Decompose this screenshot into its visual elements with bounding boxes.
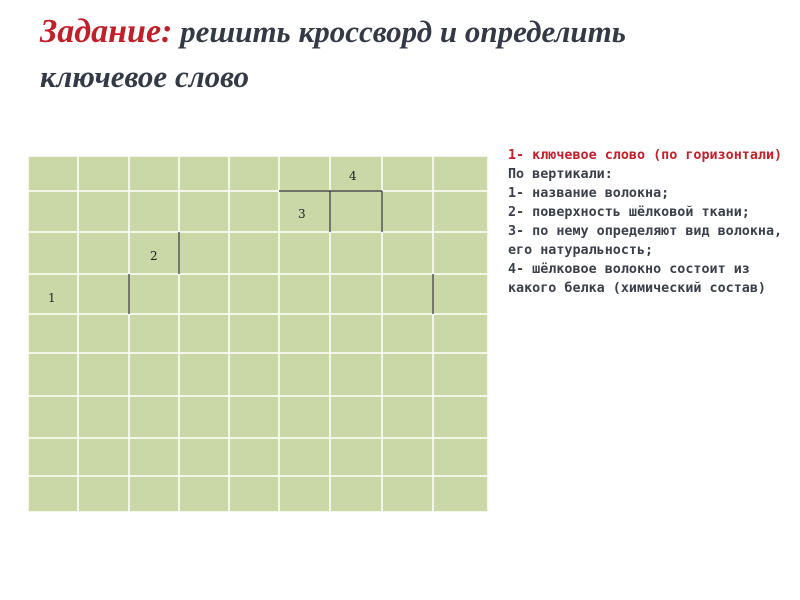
task-title-text: решить кроссворд и определить ключевое слово — [40, 14, 626, 94]
task-title — [40, 10, 760, 100]
clues-panel — [508, 146, 783, 298]
vertical-clue-3: 3- по нему определяют вид волокна, его натуральность; — [508, 224, 783, 258]
vertical-clue-2: 2- поверхность шёлковой ткани; — [508, 205, 750, 220]
task-title-prefix: Задание: — [40, 13, 173, 50]
vertical-clue-1: 1- название волокна; — [508, 186, 670, 201]
clue-number-3: 3 — [298, 207, 306, 221]
clue-number-1: 1 — [48, 291, 56, 305]
grid-background — [28, 156, 488, 512]
clue-number-4: 4 — [349, 169, 357, 183]
crossword-grid-svg — [28, 156, 488, 512]
vertical-heading: По вертикали: — [508, 167, 613, 182]
key-word-clue: 1- ключевое слово (по горизонтали) — [508, 148, 783, 163]
crossword-grid — [28, 156, 488, 512]
clue-number-2: 2 — [150, 249, 158, 263]
vertical-clue-4: 4- шёлковое волокно состоит из какого белка (химический состав) — [508, 262, 766, 296]
